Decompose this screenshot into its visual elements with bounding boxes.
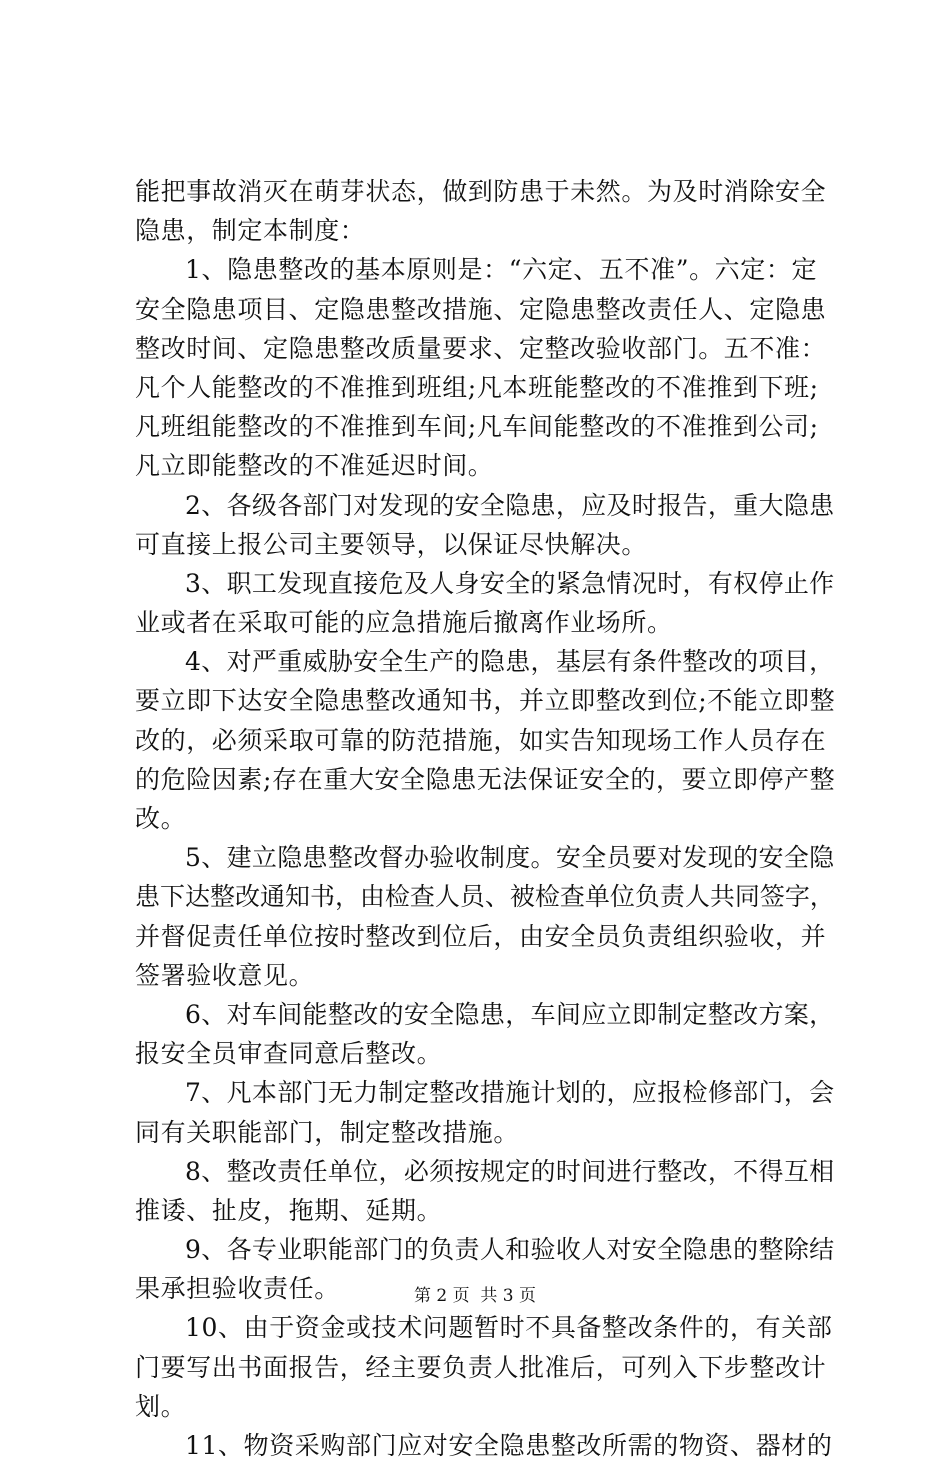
text-line: 改。 (135, 804, 187, 833)
text-line: 果承担验收责任。 (135, 1274, 340, 1304)
text-line: 凡班组能整改的不准推到车间;凡车间能整改的不准推到公司; (135, 412, 819, 442)
page-footer: 第 2 页 共 3 页 (413, 1286, 537, 1306)
text-line: 可直接上报公司主要领导，以保证尽快解决。 (135, 529, 648, 559)
text-line: 业或者在采取可能的应急措施后撤离作业场所。 (135, 608, 673, 638)
text-line: 7、凡本部门无力制定整改措施计划的，应报检修部门，会 (185, 1078, 835, 1108)
text-line: 6、对车间能整改的安全隐患，车间应立即制定整改方案， (185, 999, 835, 1029)
text-line: 同有关职能部门，制定整改措施。 (135, 1117, 520, 1147)
text-line: 9、各专业职能部门的负责人和验收人对安全隐患的整除结 (185, 1235, 835, 1265)
text-line: 签署验收意见。 (135, 960, 315, 990)
text-line: 4、对严重威胁安全生产的隐患，基层有条件整改的项目， (185, 647, 835, 677)
text-line: 安全隐患项目、定隐患整改措施、定隐患整改责任人、定隐患 (135, 294, 827, 324)
text-line: 划。 (135, 1391, 187, 1421)
text-line: 10、由于资金或技术问题暂时不具备整改条件的，有关部 (185, 1313, 833, 1343)
text-line: 并督促责任单位按时整改到位后，由安全员负责组织验收，并 (135, 921, 827, 951)
text-line: 能把事故消灭在萌芽状态，做到防患于未然。为及时消除安全 (135, 177, 827, 206)
text-line: 推诿、扯皮，拖期、延期。 (135, 1195, 443, 1225)
text-line: 报安全员审查同意后整改。 (135, 1039, 443, 1069)
text-line: 的危险因素;存在重大安全隐患无法保证安全的，要立即停产整 (135, 764, 836, 794)
text-line: 门要写出书面报告，经主要负责人批准后，可列入下步整改计 (135, 1352, 827, 1382)
text-line: 11、物资采购部门应对安全隐患整改所需的物资、器材的 (185, 1431, 833, 1460)
text-line: 凡立即能整改的不准延迟时间。 (135, 451, 494, 481)
text-line: 要立即下达安全隐患整改通知书，并立即整改到位;不能立即整 (135, 686, 836, 716)
text-line: 5、建立隐患整改督办验收制度。安全员要对发现的安全隐 (185, 843, 835, 873)
text-line: 改的，必须采取可靠的防范措施，如实告知现场工作人员存在 (135, 725, 827, 755)
text-line: 凡个人能整改的不准推到班组;凡本班能整改的不准推到下班; (135, 372, 819, 402)
text-line: 3、职工发现直接危及人身安全的紧急情况时，有权停止作 (185, 568, 835, 598)
text-line: 8、整改责任单位，必须按规定的时间进行整改，不得互相 (185, 1156, 835, 1186)
text-line: 整改时间、定隐患整改质量要求、定整改验收部门。五不准： (135, 333, 827, 363)
text-line: 1、隐患整改的基本原则是：“六定、五不准”。六定：定 (185, 255, 818, 285)
text-line: 2、各级各部门对发现的安全隐患，应及时报告，重大隐患 (185, 490, 835, 520)
text-line: 患下达整改通知书，由检查人员、被检查单位负责人共同签字， (135, 882, 835, 912)
document-body (135, 172, 835, 1465)
text-line: 隐患，制定本制度： (135, 216, 366, 246)
